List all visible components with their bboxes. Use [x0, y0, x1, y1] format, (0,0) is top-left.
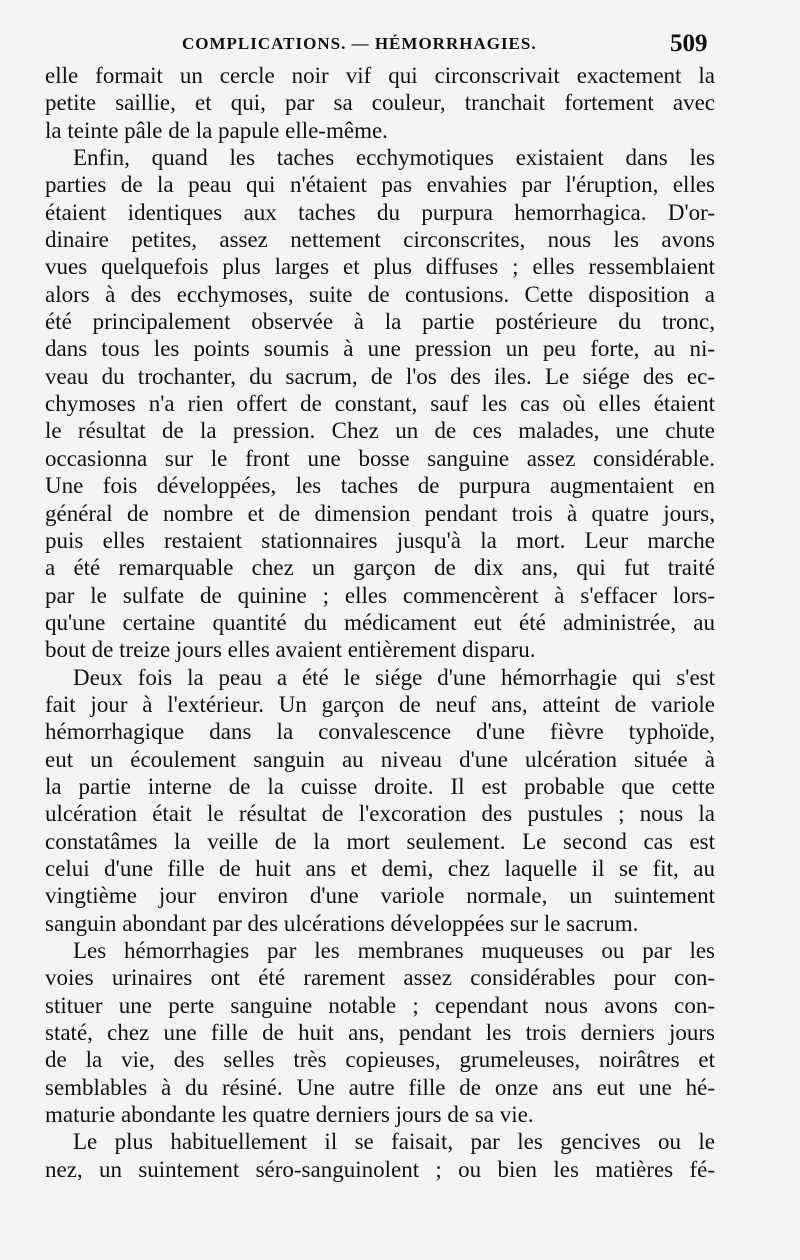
text-line: alors à des ecchymoses, suite de contusions. Cette disposition a	[45, 281, 715, 307]
text-line: qu'une certaine quantité du médicament eut été administrée, au	[45, 609, 715, 635]
text-line: la partie interne de la cuisse droite. Il est probable que cette	[45, 773, 715, 799]
text-line: maturie abondante les quatre derniers jours de sa vie.	[45, 1102, 534, 1128]
text-line: occasionna sur le front une bosse sanguine assez considérable.	[45, 445, 715, 471]
text-line: hémorrhagique dans la convalescence d'une fièvre typhoïde,	[45, 719, 715, 745]
text-line: été principalement observée à la partie postérieure du tronc,	[45, 309, 715, 335]
text-line: parties de la peau qui n'étaient pas envahies par l'éruption, elles	[45, 172, 715, 198]
text-line: sanguin abondant par des ulcérations développées sur le sacrum.	[45, 910, 639, 936]
text-line: stituer une perte sanguine notable ; cependant nous avons con-	[45, 992, 715, 1018]
text-line: fait jour à l'extérieur. Un garçon de neuf ans, atteint de variole	[45, 691, 715, 717]
text-line: puis elles restaient stationnaires jusqu'à la mort. Leur marche	[45, 527, 715, 553]
text-line: petite saillie, et qui, par sa couleur, tranchait fortement avec	[45, 90, 715, 116]
page-number: 509	[670, 30, 708, 57]
text-line: bout de treize jours elles avaient entièrement disparu.	[45, 637, 536, 663]
text-line: constatâmes la veille de la mort seulement. Le second cas est	[45, 828, 715, 854]
running-title: COMPLICATIONS. — HÉMORRHAGIES.	[182, 34, 537, 53]
text-line: semblables à du résiné. Une autre fille de onze ans eut une hé-	[45, 1074, 715, 1100]
text-line: elle formait un cercle noir vif qui circonscrivait exactement la	[45, 63, 715, 88]
text-line: Deux fois la peau a été le siége d'une hémorrhagie qui s'est	[73, 664, 715, 690]
text-line: général de nombre et de dimension pendant trois à quatre jours,	[45, 500, 715, 526]
text-line: de la vie, des selles très copieuses, grumeleuses, noirâtres et	[45, 1047, 715, 1073]
text-line: la teinte pâle de la papule elle-même.	[45, 117, 388, 143]
text-line: vingtième jour environ d'une variole normale, un suintement	[45, 883, 715, 909]
running-head	[0, 30, 800, 60]
text-line: ulcération était le résultat de l'excoration des pustules ; nous la	[45, 801, 715, 827]
text-line: veau du trochanter, du sacrum, de l'os des iles. Le siége des ec-	[45, 363, 715, 389]
text-line: nez, un suintement séro-sanguinolent ; ou bien les matières fé-	[45, 1156, 715, 1182]
text-line: celui d'une fille de huit ans et demi, chez laquelle il se fit, au	[45, 855, 715, 881]
text-line: étaient identiques aux taches du purpura hemorrhagica. D'or-	[45, 199, 715, 225]
text-line: Une fois développées, les taches de purpura augmentaient en	[45, 473, 715, 499]
text-line: par le sulfate de quinine ; elles commencèrent à s'effacer lors-	[45, 582, 715, 608]
text-line: dinaire petites, assez nettement circonscrites, nous les avons	[45, 227, 715, 253]
body-text	[45, 62, 715, 1183]
text-line: staté, chez une fille de huit ans, pendant les trois derniers jours	[45, 1020, 715, 1046]
text-line: Le plus habituellement il se faisait, par les gencives ou le	[73, 1129, 715, 1155]
text-line: Enfin, quand les taches ecchymotiques existaient dans les	[73, 145, 715, 171]
text-line: voies urinaires ont été rarement assez considérables pour con-	[45, 965, 715, 991]
text-line: a été remarquable chez un garçon de dix ans, qui fut traité	[45, 555, 715, 581]
text-line: chymoses n'a rien offert de constant, sauf les cas où elles étaient	[45, 391, 715, 417]
text-line: eut un écoulement sanguin au niveau d'une ulcération située à	[45, 746, 715, 772]
text-line: dans tous les points soumis à une pression un peu forte, au ni-	[45, 336, 715, 362]
text-line: Les hémorrhagies par les membranes muqueuses ou par les	[73, 938, 715, 963]
text-line: vues quelquefois plus larges et plus diffuses ; elles ressemblaient	[45, 254, 715, 280]
text-line: le résultat de la pression. Chez un de ces malades, une chute	[45, 418, 715, 444]
